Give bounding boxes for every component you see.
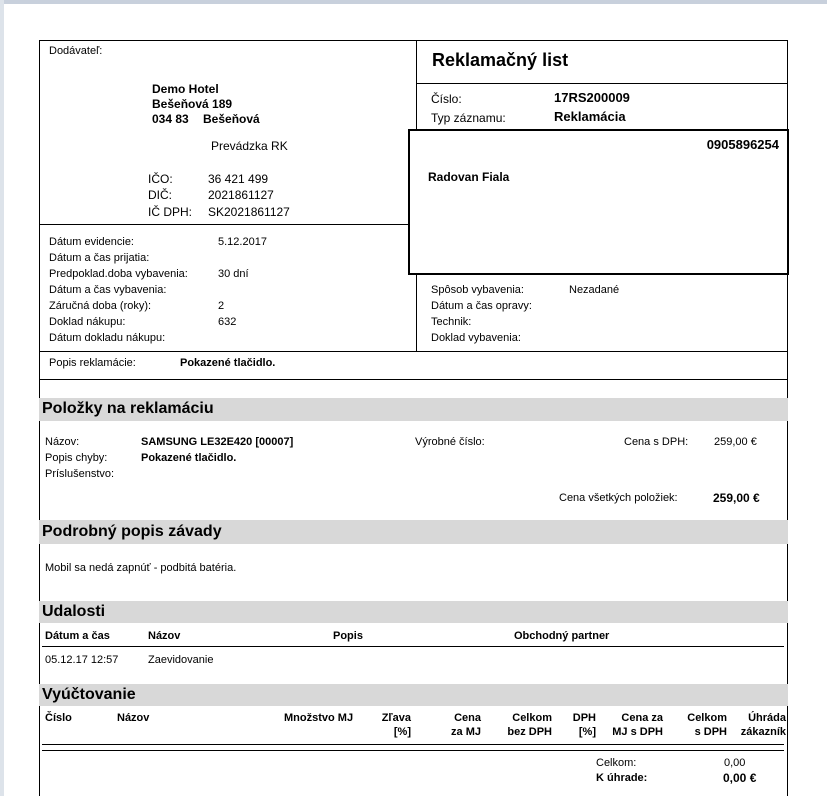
billing-header-line-2 bbox=[42, 750, 784, 751]
billing-col-total-vat-line2: s DPH bbox=[694, 726, 727, 738]
billing-col-unit-price-vat-line1: Cena za bbox=[621, 712, 663, 724]
price-value: 259,00 € bbox=[714, 436, 757, 448]
item-fault-label: Popis chyby: bbox=[45, 452, 108, 464]
billing-due-value: 0,00 € bbox=[723, 771, 757, 785]
billing-col-unit-price-vat-line2: MJ s DPH bbox=[612, 726, 663, 738]
billing-col-unit-price bbox=[425, 711, 481, 739]
ico-label: IČO: bbox=[148, 172, 173, 186]
billing-col-total-vat bbox=[672, 711, 727, 739]
supplier-street: Bešeňová 189 bbox=[152, 97, 233, 111]
items-title: Položky na reklamáciu bbox=[42, 400, 214, 417]
expected-duration-value: 30 dní bbox=[218, 268, 249, 280]
items-total-label: Cena všetkých položiek: bbox=[559, 492, 678, 504]
resolution-method-label: Spôsob vybavenia: bbox=[431, 284, 524, 296]
serial-number-label: Výrobné číslo: bbox=[415, 436, 485, 448]
event-row-datetime: 05.12.17 12:57 bbox=[45, 654, 119, 666]
title-underline bbox=[416, 83, 788, 84]
warranty-value: 2 bbox=[218, 300, 225, 312]
complaint-label: Popis reklamácie: bbox=[49, 357, 136, 369]
warranty-label: Záručná doba (roky): bbox=[49, 300, 152, 312]
billing-col-total-net bbox=[492, 711, 552, 739]
info-bottom-line bbox=[39, 351, 788, 352]
billing-col-unit-price-line2: za MJ bbox=[451, 726, 481, 738]
billing-col-unit-price-vat bbox=[600, 711, 663, 739]
billing-col-total-vat-line1: Celkom bbox=[687, 712, 727, 724]
customer-phone: 0905896254 bbox=[706, 137, 779, 152]
dic-label: DIČ: bbox=[148, 188, 172, 202]
item-name-value: SAMSUNG LE32E420 [00007] bbox=[141, 436, 294, 448]
event-row-name: Zaevidovanie bbox=[148, 654, 214, 666]
ico-value: 36 421 499 bbox=[208, 172, 269, 186]
billing-col-vat-line2: [%] bbox=[578, 726, 596, 738]
billing-header-line bbox=[42, 744, 784, 745]
events-col-desc: Popis bbox=[333, 630, 363, 642]
billing-col-total-net-line1: Celkom bbox=[512, 712, 552, 724]
expected-duration-label: Predpoklad.doba vybavenia: bbox=[49, 268, 188, 280]
date-evidence-value: 5.12.2017 bbox=[218, 236, 267, 248]
events-col-partner: Obchodný partner bbox=[514, 630, 610, 642]
billing-col-discount-line1: Zľava bbox=[381, 712, 411, 724]
billing-total-value: 0,00 bbox=[724, 757, 746, 769]
defect-title: Podrobný popis závady bbox=[42, 523, 222, 540]
item-accessories-label: Príslušenstvo: bbox=[45, 468, 115, 480]
items-total-value: 259,00 € bbox=[713, 491, 760, 505]
purchase-doc-value: 632 bbox=[218, 316, 237, 328]
number-label: Číslo: bbox=[431, 92, 462, 106]
dic-value: 2021861127 bbox=[208, 188, 274, 202]
billing-col-name: Názov bbox=[117, 712, 150, 724]
events-col-name: Názov bbox=[148, 630, 181, 642]
technician-label: Technik: bbox=[431, 316, 472, 328]
billing-title: Vyúčtovanie bbox=[42, 686, 136, 703]
date-evidence-label: Dátum evidencie: bbox=[49, 236, 134, 248]
doc-border-top bbox=[39, 40, 788, 41]
resolution-doc-label: Doklad vybavenia: bbox=[431, 332, 521, 344]
window-left-border bbox=[0, 0, 4, 796]
date-received-label: Dátum a čas prijatia: bbox=[49, 252, 150, 264]
icdph-value: SK2021861127 bbox=[208, 205, 290, 219]
supplier-city: Bešeňová bbox=[203, 112, 260, 126]
billing-col-total-net-line2: bez DPH bbox=[507, 726, 552, 738]
resolution-method-value: Nezadané bbox=[569, 284, 620, 296]
icdph-label: IČ DPH: bbox=[148, 205, 193, 219]
billing-col-vat bbox=[562, 711, 596, 739]
complaint-value: Pokazené tlačidlo. bbox=[180, 357, 276, 369]
customer-box bbox=[408, 129, 789, 275]
billing-col-number: Číslo bbox=[45, 712, 72, 724]
item-name-label: Názov: bbox=[45, 436, 80, 448]
purchase-date-label: Dátum dokladu nákupu: bbox=[49, 332, 166, 344]
purchase-doc-label: Doklad nákupu: bbox=[49, 316, 126, 328]
price-label: Cena s DPH: bbox=[624, 436, 689, 448]
events-col-datetime: Dátum a čas bbox=[45, 630, 110, 642]
complaint-bottom-line bbox=[39, 379, 788, 380]
number-value: 17RS200009 bbox=[554, 90, 630, 105]
supplier-unit: Prevádzka RK bbox=[211, 139, 288, 153]
window-top-border bbox=[0, 0, 827, 4]
billing-col-customer-payment-line2: zákazník bbox=[740, 726, 786, 738]
billing-due-label: K úhrade: bbox=[596, 772, 648, 784]
events-band bbox=[39, 601, 788, 623]
billing-col-discount bbox=[360, 711, 411, 739]
billing-col-customer-payment bbox=[730, 711, 786, 739]
supplier-name: Demo Hotel bbox=[152, 82, 219, 96]
billing-col-vat-line1: DPH bbox=[572, 712, 596, 724]
billing-band bbox=[39, 684, 788, 706]
billing-col-quantity: Množstvo MJ bbox=[284, 712, 354, 724]
supplier-bottom-line bbox=[39, 224, 417, 225]
type-label: Typ záznamu: bbox=[431, 111, 506, 125]
repair-date-label: Dátum a čas opravy: bbox=[431, 300, 532, 312]
document-title: Reklamačný list bbox=[432, 50, 569, 70]
defect-text: Mobil sa nedá zapnúť - podbitá batéria. bbox=[45, 562, 237, 574]
events-title: Udalosti bbox=[42, 603, 106, 620]
events-header-line bbox=[42, 646, 784, 647]
date-resolved-label: Dátum a čas vybavenia: bbox=[49, 284, 167, 296]
billing-col-customer-payment-line1: Úhráda bbox=[748, 712, 786, 724]
item-fault-value: Pokazené tlačidlo. bbox=[141, 452, 237, 464]
type-value: Reklamácia bbox=[554, 109, 626, 124]
supplier-zip: 034 83 bbox=[152, 112, 189, 126]
billing-col-unit-price-line1: Cena bbox=[454, 712, 481, 724]
billing-col-discount-line2: [%] bbox=[393, 726, 411, 738]
billing-total-label: Celkom: bbox=[596, 757, 637, 769]
customer-name: Radovan Fiala bbox=[428, 170, 510, 184]
supplier-label: Dodávateľ: bbox=[49, 45, 103, 57]
